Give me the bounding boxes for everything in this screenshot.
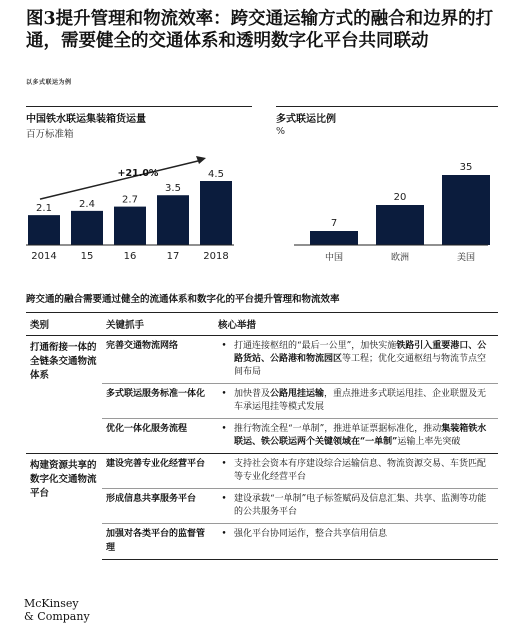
lever-cell: 优化一体化服务流程 — [102, 419, 214, 454]
measure-text: 打通连接枢纽的“最后一公里”，加快实施 — [234, 341, 397, 351]
bar-美国 — [442, 175, 490, 245]
measure-text: 铁路引入重要港口、公路货站、公路港和物流园区 — [234, 341, 487, 364]
measure-text: 强化平台协同运作，整合共享信用信息 — [234, 529, 388, 539]
left-chart-unit: 百万标准箱 — [26, 129, 74, 140]
measure-text: 推行物流全程“一单制”，推进单证票据标准化，推动 — [234, 424, 442, 434]
table-body — [26, 336, 498, 560]
bar-中国 — [310, 231, 358, 245]
lever-cell: 形成信息共享服务平台 — [102, 489, 214, 524]
bar-2018 — [200, 181, 232, 245]
measure-cell — [230, 336, 498, 384]
category-label-中国: 中国 — [324, 253, 344, 263]
right-chart-rule — [276, 106, 498, 107]
category-label-2014: 2014 — [31, 251, 57, 262]
bar-欧洲 — [376, 205, 424, 245]
value-label-17: 3.5 — [165, 183, 181, 195]
table-header-row — [26, 313, 498, 336]
section-heading: 跨交通的融合需要通过健全的流通体系和数字化的平台提升管理和物流效率 — [26, 294, 340, 305]
measure-text: 支持社会资本有序建设综合运输信息、物流资源交易、车货匹配等专业化经营平台 — [234, 459, 487, 482]
mckinsey-logo — [24, 597, 90, 623]
logo-line-2: & Company — [24, 610, 90, 623]
measure-text: 集装箱铁水联运、铁公联运两个关键领域在“一单制” — [234, 424, 487, 447]
lever-cell: 完善交通物流网络 — [102, 336, 214, 384]
bullet-icon: • — [214, 384, 230, 419]
measure-cell — [230, 419, 498, 454]
figure-title: 图3提升管理和物流效率：跨交通运输方式的融合和边界的打通，需要健全的交通体系和透明数字化平台共同联动 — [26, 9, 494, 51]
category-label-欧洲: 欧洲 — [390, 253, 410, 263]
measure-cell — [230, 524, 498, 560]
category-label-2018: 2018 — [203, 251, 229, 262]
left-chart-title: 中国铁水联运集装箱货运量 — [26, 114, 146, 125]
measure-text: 建设承载“一单制”电子标签赋码及信息汇集、共享、监测等功能的公共服务平台 — [234, 494, 487, 517]
measures-table — [26, 312, 498, 560]
bullet-icon: • — [214, 454, 230, 489]
value-label-2014: 2.1 — [36, 203, 52, 215]
category-label-17: 17 — [166, 251, 180, 262]
value-label-15: 2.4 — [79, 198, 95, 210]
measure-cell — [230, 489, 498, 524]
category-label-美国: 美国 — [456, 253, 476, 263]
left-bar-chart — [26, 140, 266, 280]
value-label-美国: 35 — [459, 162, 473, 173]
figure-subnote: 以多式联运为例 — [26, 79, 72, 86]
value-label-2018: 4.5 — [208, 169, 224, 180]
measure-cell — [230, 454, 498, 489]
logo-line-1: McKinsey — [24, 597, 79, 610]
lever-cell: 加强对各类平台的监督管理 — [102, 524, 214, 560]
bullet-icon: • — [214, 419, 230, 454]
lever-cell: 建设完善专业化经营平台 — [102, 454, 214, 489]
measure-text: 等工程；优化交通枢纽与物流节点空间布局 — [234, 354, 487, 377]
measure-text: 加快普及 — [234, 389, 271, 399]
value-label-16: 2.7 — [122, 194, 138, 206]
growth-label: +21.0% — [117, 168, 159, 179]
right-chart-unit: % — [276, 126, 286, 137]
header-category: 类别 — [26, 313, 102, 336]
right-bar-chart — [276, 140, 498, 280]
category-label-16: 16 — [123, 251, 137, 262]
header-measure: 核心举措 — [214, 313, 498, 336]
value-label-欧洲: 20 — [393, 192, 407, 203]
measure-text: 运输上率先突破 — [397, 437, 461, 447]
measure-text: 公路甩挂运输 — [270, 389, 325, 399]
header-lever: 关键抓手 — [102, 313, 214, 336]
bullet-icon: • — [214, 489, 230, 524]
category-label-15: 15 — [80, 251, 94, 262]
measure-text: ，重点推进多式联运甩挂、企业联盟及无车承运甩挂等模式发展 — [234, 389, 487, 412]
measure-cell — [230, 384, 498, 419]
table-row — [26, 454, 498, 489]
lever-cell: 多式联运服务标准一体化 — [102, 384, 214, 419]
bar-2014 — [28, 215, 60, 245]
bullet-icon: • — [214, 336, 230, 384]
bar-15 — [71, 211, 103, 245]
bar-17 — [157, 195, 189, 245]
category-cell: 打通衔接一体的全链条交通物流体系 — [26, 336, 102, 454]
table-row — [26, 336, 498, 384]
growth-arrow-head — [196, 156, 206, 164]
right-chart-title: 多式联运比例 — [276, 114, 336, 125]
category-cell: 构建资源共享的数字化交通物流平台 — [26, 454, 102, 560]
bar-16 — [114, 207, 146, 245]
left-chart-rule — [26, 106, 252, 107]
bullet-icon: • — [214, 524, 230, 560]
value-label-中国: 7 — [330, 218, 338, 229]
